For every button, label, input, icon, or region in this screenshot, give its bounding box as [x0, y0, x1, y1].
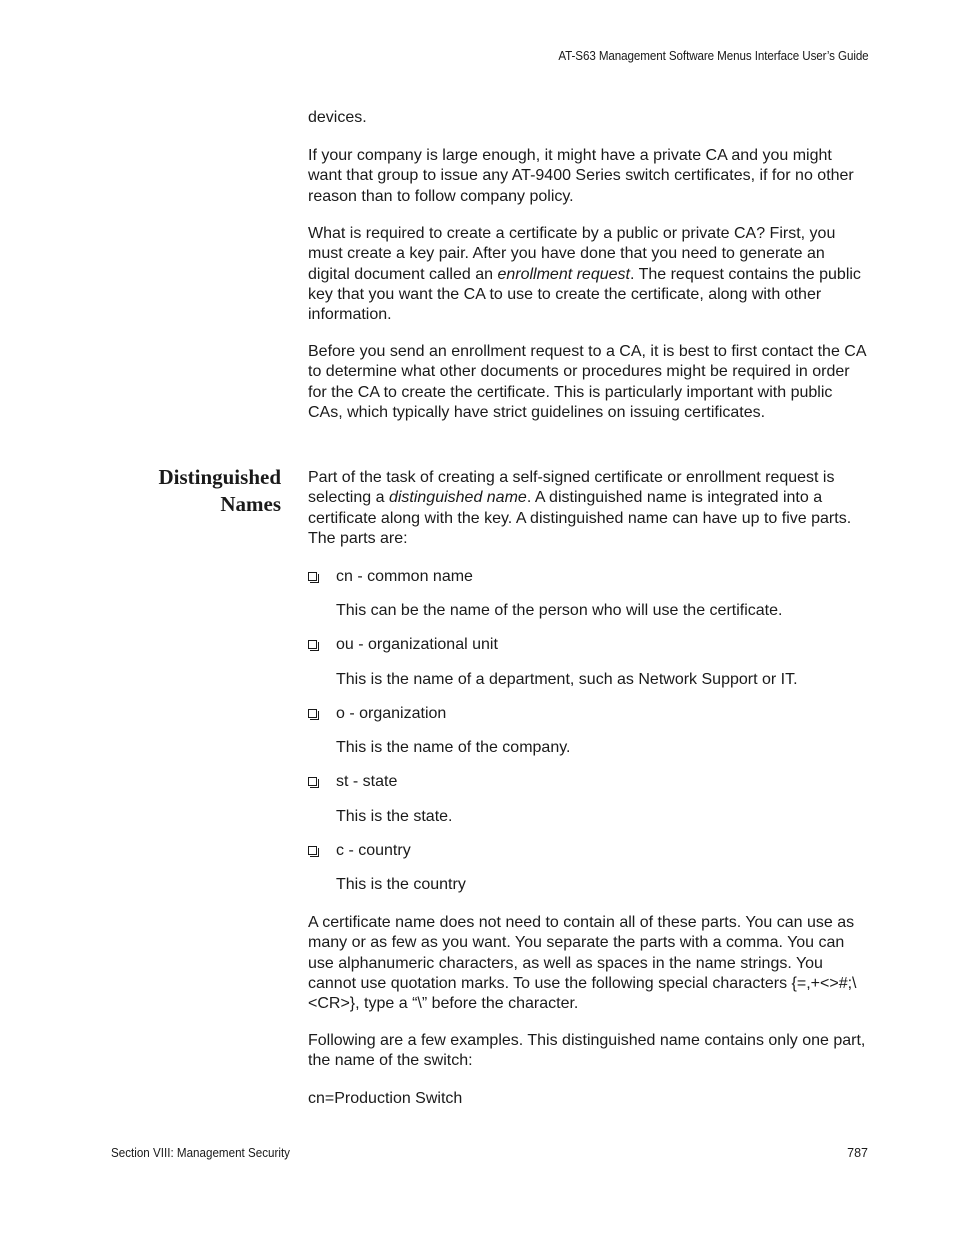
list-item-desc: This is the country	[336, 876, 466, 893]
list-item-label: ou - organizational unit	[336, 636, 498, 653]
list-item-label: st - state	[336, 773, 398, 790]
text-run: . A distinguished name is integrated into a certificate along with the key. A distinguished name can have up to five parts. The parts are:	[308, 489, 852, 547]
emphasis-term: enrollment request	[497, 265, 630, 283]
paragraph-text	[308, 468, 870, 549]
emphasis-term: distinguished name	[388, 489, 527, 507]
checkbox-bullet-icon	[308, 709, 317, 718]
list-item-label-row	[308, 704, 870, 724]
paragraph-text: Following are a few examples. This distinguished name contains only one part, the name of the switch:	[308, 1032, 866, 1070]
list-item-label: cn - common name	[336, 568, 473, 585]
list-item-label-row	[308, 772, 870, 792]
paragraph-private-ca	[308, 146, 870, 207]
list-item-label-row	[308, 635, 870, 655]
list-item	[308, 704, 870, 724]
list-item-label-row	[308, 567, 870, 587]
list-item-description	[308, 738, 870, 758]
list-item	[308, 635, 870, 655]
section-heading-line2: Names	[220, 492, 281, 516]
page-number: 787	[847, 1146, 868, 1160]
paragraph-examples	[308, 1031, 870, 1072]
paragraph-enrollment-request	[308, 224, 870, 325]
section-heading-line1: Distinguished	[158, 465, 281, 489]
list-item-desc: This is the state.	[336, 808, 453, 825]
text-run: . The request contains the public key that you want the CA to use to create the certificate, along with other information.	[308, 265, 861, 324]
list-item-desc: This can be the name of the person who will use the certificate.	[336, 602, 783, 619]
footer-section: Section VIII: Management Security	[111, 1146, 290, 1160]
checkbox-bullet-icon	[308, 572, 317, 581]
list-item-description	[308, 670, 870, 690]
example-dn	[308, 1089, 870, 1109]
checkbox-bullet-icon	[308, 777, 317, 786]
checkbox-bullet-icon	[308, 846, 317, 855]
text-run: Part of the task of creating a self-signed certificate or enrollment request is selecting a	[308, 469, 835, 507]
paragraph-text: A certificate name does not need to contain all of these parts. You can use as many or as few as you want. You separate the parts with a comma. You can use alphanumeric characters, as well as spaces in the name strings. You cannot use quotation marks. To use the following special characters {=,+<>#;\<CR>}, type a “\” before the character.	[308, 914, 857, 1013]
list-item-label: o - organization	[336, 705, 447, 722]
text-run: What is required to create a certificate by a public or private CA? First, you must create a key pair. After you have done that you need to generate an digital document called an	[308, 225, 836, 283]
list-item	[308, 772, 870, 792]
list-item-label-row	[308, 841, 870, 861]
list-item	[308, 567, 870, 587]
list-item	[308, 841, 870, 861]
list-item-description	[308, 875, 870, 895]
paragraph-text: If your company is large enough, it might have a private CA and you might want that group to issue any AT-9400 Series switch certificates, if for no other reason than to follow company policy.	[308, 147, 854, 205]
list-item-label: c - country	[336, 842, 411, 859]
paragraph-text	[308, 224, 870, 325]
list-item-desc: This is the name of a department, such as Network Support or IT.	[336, 671, 798, 688]
list-item-description	[308, 807, 870, 827]
paragraph-text: Before you send an enrollment request to a CA, it is best to first contact the CA to determine what other documents or procedures might be required in order for the CA to create the certificate. This is particularly important with public CAs, which typically have strict guidelines on issuing certificates.	[308, 343, 866, 421]
paragraph-name-parts	[308, 913, 870, 1014]
section-heading	[100, 464, 281, 518]
example-text: cn=Production Switch	[308, 1090, 463, 1107]
intro-continuation	[308, 108, 870, 128]
list-item-description	[308, 601, 870, 621]
paragraph-contact-ca	[308, 342, 870, 423]
paragraph-devices: devices.	[308, 109, 367, 126]
checkbox-bullet-icon	[308, 640, 317, 649]
running-header: AT-S63 Management Software Menus Interface User’s Guide	[558, 49, 869, 63]
list-item-desc: This is the name of the company.	[336, 739, 571, 756]
paragraph-dn-intro	[308, 468, 870, 549]
